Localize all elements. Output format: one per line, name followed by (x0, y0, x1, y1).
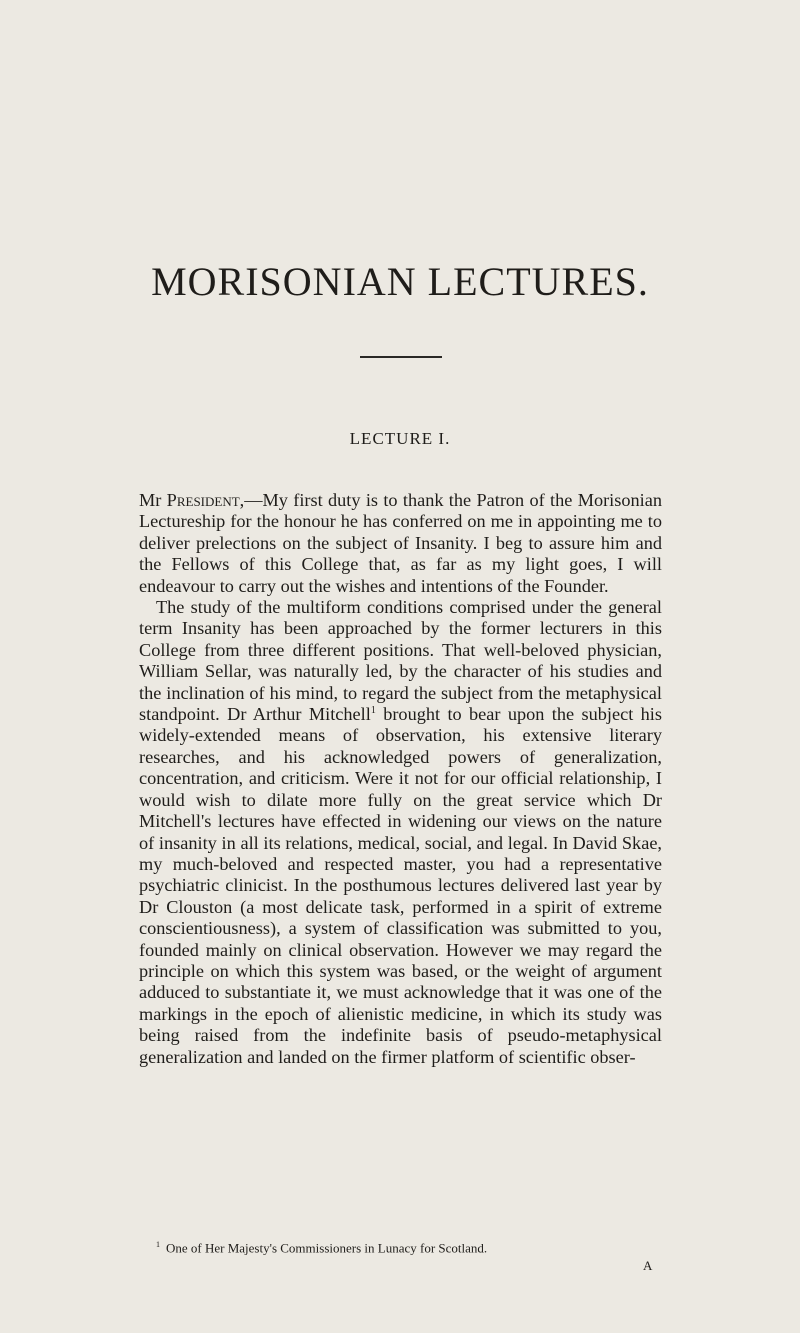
paragraph-2-text-b: brought to bear upon the subject his widely-extended means of observation, his extensive literary researches, and his acknowledged powers of generalization, concentration, and criticism. Were it not for our official relationship, I would wish to dilate more fully on the great service which Dr Mitchell's lectures have effected in widening our views on the nature of insanity in all its relations, medical, social, and legal. In David Skae, my much-beloved and respected master, you had a representative psychiatric clinicist. In the posthumous lectures delivered last year by Dr Clouston (a most delicate task, performed in a spirit of extreme conscientiousness), a system of classification was submitted to you, founded mainly on clinical observation. However we may regard the principle on which this system was based, or the weight of argument adduced to substantiate it, we must acknowledge that it was one of the markings in the epoch of alienistic medicine, in which its study was being raised from the indefinite basis of pseudo-metaphysical generalization and landed on the firmer platform of scientific obser- (139, 704, 662, 1067)
body-text (139, 490, 662, 1068)
title-divider (360, 356, 442, 358)
footnote-text: One of Her Majesty's Commissioners in Lunacy for Scotland. (166, 1240, 488, 1256)
paragraph-1 (139, 490, 662, 597)
paragraph-2 (139, 597, 662, 1068)
paragraph-2-text-a: The study of the multiform conditions comprised under the general term Insanity has been approached by the former lecturers in this College from three different positions. That well-beloved physician, William Sellar, was naturally led, by the character of his studies and the inclination of his mind, to regard the subject from the metaphysical standpoint. Dr Arthur Mitchell (139, 597, 662, 725)
salutation-mr: Mr (139, 490, 162, 510)
signature-mark: A (643, 1258, 653, 1273)
lecture-heading: LECTURE I. (349, 429, 451, 448)
footnote-mark: 1 (156, 1240, 160, 1249)
paragraph-1-text: ,—My first duty is to thank the Patron of the Morisonian Lectureship for the honour he has conferred on me in appointing me to deliver prelections on the subject of Insanity. I beg to assure him and the Fellows of this College that, as far as my light goes, I will endeavour to carry out the wishes and intentions of the Founder. (139, 490, 662, 596)
salutation-president: President (166, 490, 240, 510)
page-title: MORISONIAN LECTURES. (151, 259, 649, 304)
footnote (156, 1237, 676, 1256)
footnote-reference: 1 (370, 704, 376, 716)
